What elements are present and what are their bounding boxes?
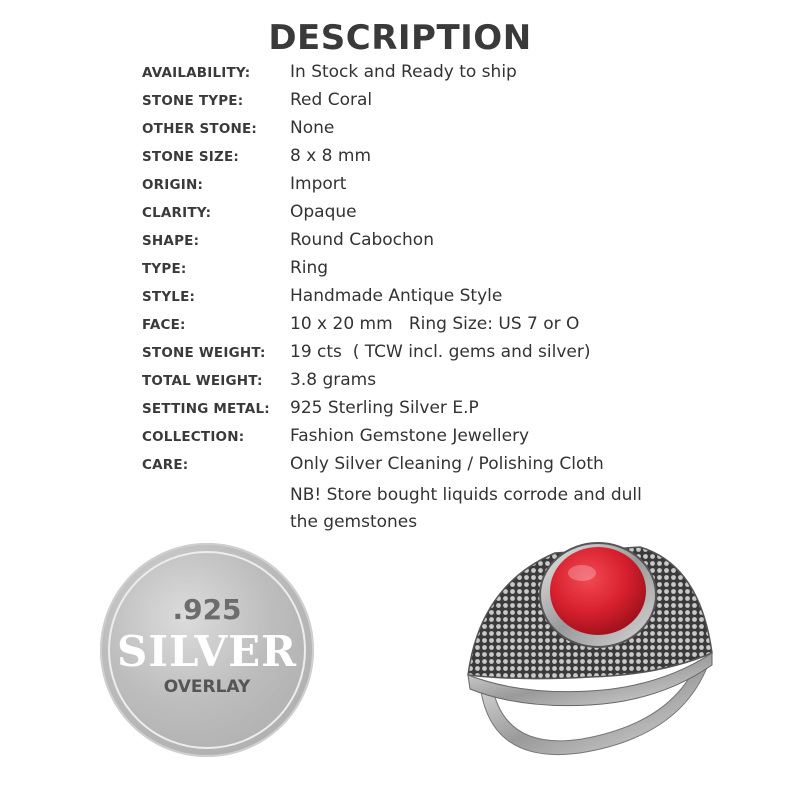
- spec-value: 925 Sterling Silver E.P: [290, 398, 479, 418]
- spec-value: 3.8 grams: [290, 370, 377, 390]
- care-note: NB! Store bought liquids corrode and dull the gemstones: [290, 485, 642, 532]
- spec-value: Import: [290, 174, 347, 194]
- spec-label: STYLE:: [142, 289, 196, 305]
- spec-label: SETTING METAL:: [142, 401, 270, 417]
- spec-value: Red Coral: [290, 90, 373, 110]
- spec-value: 19 cts ( TCW incl. gems and silver): [290, 342, 591, 362]
- spec-label: SHAPE:: [142, 233, 200, 249]
- spec-value: Fashion Gemstone Jewellery: [290, 426, 530, 446]
- spec-row-total-weight: [142, 370, 702, 398]
- spec-label: ORIGIN:: [142, 177, 204, 193]
- spec-value: 8 x 8 mm: [290, 146, 372, 166]
- spec-value: Round Cabochon: [290, 230, 434, 250]
- spec-label: TYPE:: [142, 261, 187, 277]
- spec-row-type: [142, 258, 702, 286]
- spec-row-setting-metal: [142, 398, 702, 426]
- page-title: DESCRIPTION: [268, 18, 532, 58]
- spec-label: TOTAL WEIGHT:: [142, 373, 263, 389]
- red-coral-stone: [550, 547, 646, 635]
- spec-label: STONE TYPE:: [142, 93, 244, 109]
- spec-row-face: [142, 314, 702, 342]
- spec-label: STONE SIZE:: [142, 149, 239, 165]
- badge-overlay-text: OVERLAY: [163, 677, 251, 697]
- spec-value: Only Silver Cleaning / Polishing Cloth: [290, 454, 604, 474]
- spec-label: FACE:: [142, 317, 186, 333]
- spec-label: CLARITY:: [142, 205, 212, 221]
- spec-row-shape: [142, 230, 702, 258]
- spec-row-style: [142, 286, 702, 314]
- spec-row-clarity: [142, 202, 702, 230]
- spec-value: 10 x 20 mm Ring Size: US 7 or O: [290, 314, 580, 334]
- badge-purity: .925: [172, 593, 242, 626]
- spec-value: In Stock and Ready to ship: [290, 62, 517, 82]
- spec-list: [142, 62, 702, 536]
- silver-overlay-badge: [100, 543, 314, 757]
- spec-value: Ring: [290, 258, 329, 278]
- spec-value: Handmade Antique Style: [290, 286, 503, 306]
- spec-label: OTHER STONE:: [142, 121, 258, 137]
- spec-value: None: [290, 118, 335, 138]
- badge-silver-text: SILVER: [116, 627, 298, 676]
- spec-row-origin: [142, 174, 702, 202]
- red-coral-ring-photo: [460, 525, 720, 765]
- spec-label: CARE:: [142, 457, 189, 473]
- stone-highlight: [568, 565, 596, 581]
- spec-label: AVAILABILITY:: [142, 65, 251, 81]
- spec-row-stone-type: [142, 90, 702, 118]
- spec-row-stone-weight: [142, 342, 702, 370]
- spec-value: Opaque: [290, 202, 357, 222]
- spec-row-collection: [142, 426, 702, 454]
- spec-row-availability: [142, 62, 702, 90]
- spec-row-care: [142, 454, 702, 482]
- spec-label: STONE WEIGHT:: [142, 345, 266, 361]
- spec-label: COLLECTION:: [142, 429, 245, 445]
- spec-row-other-stone: [142, 118, 702, 146]
- spec-row-stone-size: [142, 146, 702, 174]
